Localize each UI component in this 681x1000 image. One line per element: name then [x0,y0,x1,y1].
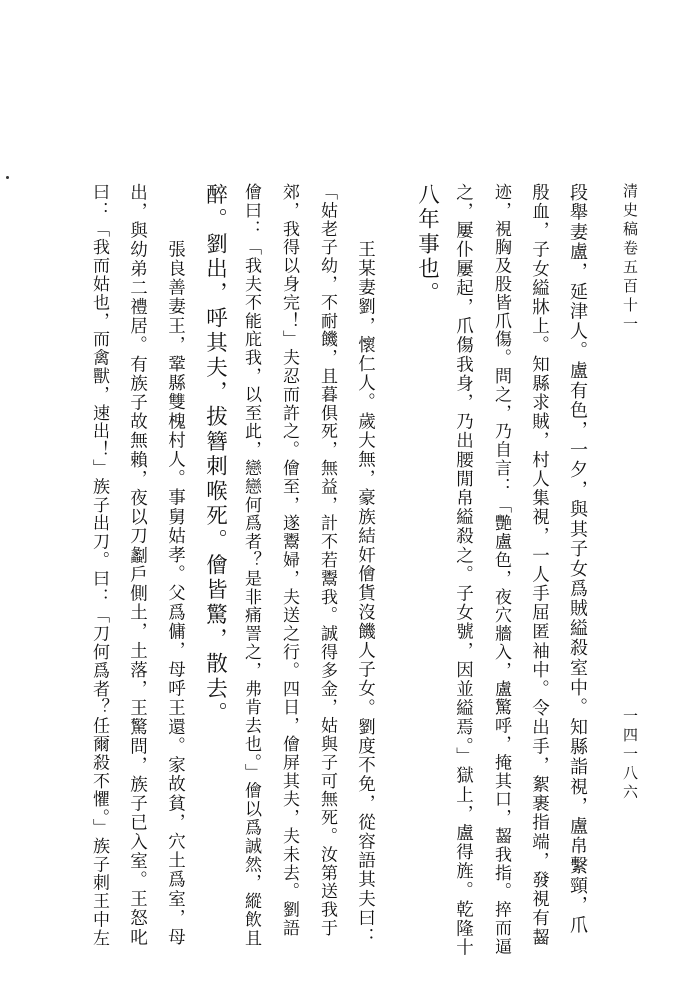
text-column: 郊，我得以身完！」夫忍而許之。儈至，遂鬻婦，夫送之行。四日，儈屏其夫，夫未去。劉語 [279,183,299,938]
text-column: 儈曰：「我夫不能庇我，以至此，戀戀何爲者？是非痛詈之，弗肯去也。」儈以爲誠然，縱飲且 [241,183,261,948]
text-column: 八年事也。 [414,183,440,307]
text-column: 之，屢仆屢起，爪傷我身，乃出腰閒帛縊殺之。子女號，因並縊焉。」獄上，盧得旌。乾隆十 [453,183,474,958]
text-column: 段舉妻盧，延津人。盧有色，一夕，與其子女爲賊縊殺室中。知縣詣視，盧帛繫頸，爪 [567,183,588,936]
text-column: 曰：「我而姑也，而禽獸，速出！」族子出刀。曰：「刀何爲者？任爾殺不懼。」族子刺王中左 [89,183,109,948]
text-column: 王某妻劉，懷仁人。歲大無，豪族結奸儈貨沒饑人子女。劉度不免，從容語其夫曰： [355,240,376,947]
text-column: 醉。劉出，呼其夫，拔簪刺喉死。儈皆驚，散去。 [202,183,228,727]
text-column: 出，與幼弟二禮居。有族子故無賴，夜以刀劙戶側土，土落，王驚問，族子已入室。王怒叱 [127,183,148,947]
book-title-header: 清史稿卷五百十一 [621,183,639,335]
text-column: 張良善妻王，鞏縣雙槐村人。事舅姑孝。父爲傭，母呼王還。家故貧，穴土爲室，母 [165,240,186,947]
text-column: 「姑老子幼，不耐饑，且暮俱死，無益，計不若鬻我。誠得多金，姑與子可無死。汝第送我于 [317,183,337,938]
page-number: 一四一八六 [621,708,639,803]
scan-speck [6,176,9,179]
text-column: 殷血，子女縊牀上。知縣求賊，村人集視，一人手屈匿袖中。令出手，絮裹指端，發視有齧 [529,183,550,947]
text-column: 迹，視胸及股皆爪傷。問之，乃自言：「艷盧色，夜穴牆入，盧驚呼，掩其口，齧我指。捽而逼 [491,183,511,956]
